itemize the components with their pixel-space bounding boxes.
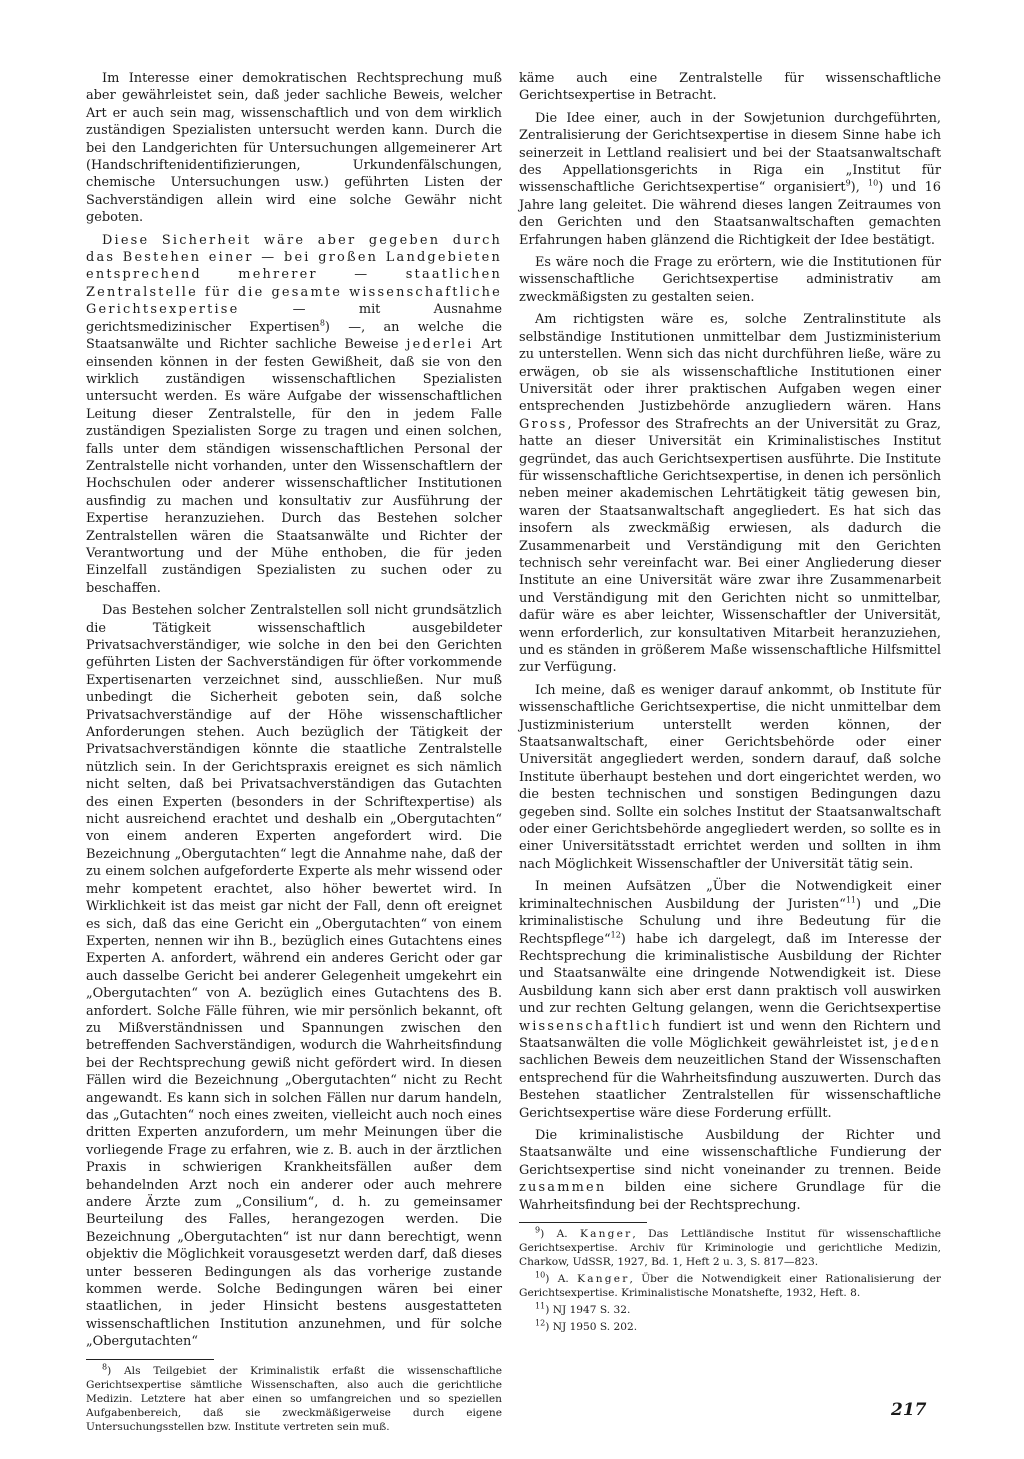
paragraph — [519, 110, 941, 249]
paragraph — [519, 1127, 941, 1214]
paragraph: Es wäre noch die Frage zu erörtern, wie die Institutionen für wissenschaftliche Gerichtsexpertise administrativ am zweckmäßigsten zu gestalten seien. — [519, 255, 941, 305]
footnote-text: , Das Lettländische Institut für wissenschaftliche Gerichtsexpertise. Archiv für Kriminologie und gerichtliche Medizin, Charkow, UdSSR, 1927, Bd. 1, Heft 2 u. 3, S. 817—823. — [519, 1228, 941, 1268]
paragraph: käme auch eine Zentralstelle für wissenschaftliche Gerichtsexpertise in Betracht. — [519, 71, 941, 104]
paragraph — [519, 311, 941, 677]
text-run: ) und 16 Jahre lang geleitet. Die während dieses langen Zeitraumes von den Gerichten und den Staatsanwaltschaften gemachten Erfahrungen haben glänzend die Richtigkeit der Idee bestätigt. — [519, 180, 941, 248]
text-run: In meinen Aufsätzen „Über die Notwendigkeit einer kriminaltechnischen Ausbildung der Juristen“ — [519, 879, 941, 912]
spaced-text: jeden — [894, 1035, 941, 1051]
text-run: Art einsenden können in der festen Gewißheit, daß sie von den wirklich zuständigen wissenschaftlichen Spezialisten untersucht werden. Es wäre Aufgabe der wissenschaftlichen Leitung dieser Zentralstelle, für den in jedem Falle zuständigen Spezialisten Sorge zu tragen und einen solchen, falls unter dem ständigen wissenschaftlichen Personal der Zentralstelle nicht vorhanden, unter den Wissenschaftlern der Hochschulen oder anderer wissenschaftlicher Institutionen ausfindig zu machen und konsultativ zur Ausführung der Expertise heranzuziehen. Durch das Bestehen solcher Zentralstellen wären die Staatsanwälte und Richter der Verantwortung und der Mühe enthoben, die für jeden Einzelfall zuständigen Spezialisten zu suchen oder zu beschaffen. — [86, 337, 502, 596]
footnote-ref: 9 — [845, 179, 851, 189]
footnote-mark: 12 — [535, 1318, 546, 1328]
footnote-text: ) A. — [540, 1228, 580, 1240]
footnote-8 — [86, 1364, 502, 1434]
footnote-12 — [519, 1320, 941, 1334]
left-column — [86, 70, 502, 1437]
footnote-ref: 11 — [845, 895, 856, 905]
spaced-text: zusammen — [519, 1180, 607, 1196]
footnote-divider — [519, 1222, 647, 1223]
text-run: , Professor des Strafrechts an der Universität zu Graz, hatte an dieser Universität ein Kriminalistisches Institut gegründet, das auch Gerichtsexpertisen ausführte. Die Institute für wissenschaftliche Gerichtsexpertise, in denen ich persönlich neben meiner akademischen Lehrtätigkeit tätig gewesen bin, waren der Staatsanwaltschaft angegliedert. Es hat sich das insofern als zweckmäßig erwiesen, als dadurch die Zusammenarbeit und Verständigung mit den Gerichten technisch sehr vereinfacht war. Bei einer Angliederung dieser Institute an eine Universität wäre zwar ihre Zusammenarbeit und Verständigung mit den Gerichten nicht so unmittelbar, dafür wäre es aber leichter, Wissenschaftler der Universität, wenn erforderlich, zur konsultativen Mitarbeit heranzuziehen, und es ständen in größerem Maße wissenschaftliche Hilfsmittel zur Verfügung. — [519, 416, 941, 676]
footnote-9 — [519, 1227, 941, 1269]
paragraph — [519, 878, 941, 1122]
footnote-text: ) NJ 1947 S. 32. — [545, 1304, 631, 1316]
footnote-mark: 10 — [535, 1270, 546, 1280]
paragraph — [86, 232, 502, 598]
paragraph: Das Bestehen solcher Zentralstellen soll nicht grundsätzlich die Tätigkeit wissenschaftlich ausgebildeter Privatsachverständiger, wie solche in den bei den Gerichten geführten Listen der Sachverständigen für öfter vorkommende Expertisenarten verzeichnet sind, ausschließen. Nur muß unbedingt die Sicherheit geboten sein, daß solche Privatsachverständige auf der Höhe wissenschaftlicher Anforderungen stehen. Auch bezüglich der Tätigkeit der Privatsachverständigen könnte die staatliche Zentralstelle nützlich sein. In der Gerichtspraxis ereignet es sich nämlich nicht selten, daß bei Privatsachverständigen das Gutachten des einen Experten (besonders in der Schriftexpertise) als nicht ausreichend erachtet und deshalb ein „Obergutachten“ von einem anderen Experten angefordert wird. Die Bezeichnung „Obergutachten“ legt die Annahme nahe, daß der zu einem solchen aufgeforderte Experte als mehr wissend oder mehr kompetent erachtet, also höher bewertet wird. In Wirklichkeit ist das meist gar nicht der Fall, denn oft ereignet es sich, daß das eine Gericht ein „Obergutachten“ von einem Experten, nennen wir ihn B., bezüglich eines Gutachtens eines Experten A. anfordert, während ein anderes Gericht oder gar auch dasselbe Gericht bei anderer Gelegenheit umgekehrt ein „Obergutachten“ von A. bezüglich eines Gutachtens des B. anfordert. Solche Fälle führen, wie mir persönlich bekannt, oft zu Mißverständnissen und Spannungen zwischen den betreffenden Sachverständigen, wodurch die Wahrheitsfindung bei der Rechtsprechung gewiß nicht gefördert wird. In diesen Fällen wird die Bezeichnung „Obergutachten“ nicht zu Recht angewandt. Es kann sich in solchen Fällen nur darum handeln, das „Gutachten“ noch eines zweiten, vielleicht auch noch eines dritten Experten anzufordern, um mehr Meinungen über die vorliegende Frage zu erfahren, wie z. B. auch in der ärztlichen Praxis in schwierigen Krankheitsfällen außer dem behandelnden Arzt noch ein anderer oder auch mehrere andere Ärzte zum „Consilium“, d. h. zu gemeinsamer Beurteilung des Falles, herangezogen werden. Die Bezeichnung „Obergutachten“ ist nur dann berechtigt, wenn objektiv die Möglichkeit vorausgesetzt werden darf, daß dieses unter besseren Bedingungen als das vorherige zustande kommen werde. Solche Bedingungen wären bei einer staatlichen, in jeder Hinsicht bestens ausgestatteten wissenschaftlichen Institution anzunehmen, und für solche „Obergutachten“ — [86, 603, 502, 1350]
spaced-text: Diese Sicherheit wäre aber gegeben durch das Bestehen einer — bei großen Landgebieten entsprechend mehrerer — staatlichen Zentralstelle für die gesamte wissenschaftliche Gerichtsexpertise — [86, 232, 502, 318]
text-run: bilden eine sichere Grundlage für die Wahrheitsfindung bei der Rechtsprechung. — [519, 1180, 941, 1213]
footnote-mark: 9 — [535, 1225, 541, 1235]
footnote-ref: 10 — [868, 179, 879, 189]
text-run: fundiert ist und wenn den Richtern und Staatsanwälten die volle Möglichkeit gewährleistet ist, — [519, 1018, 941, 1051]
text-run: Am richtigsten wäre es, solche Zentralinstitute als selbständige Institutionen unmittelbar dem Justizministerium zu unterstellen. Wenn sich das nicht durchführen ließe, wäre zu erwägen, ob sie als wissenschaftliche Institutionen einer Universität oder ihrer praktischen Aufgaben wegen einer entsprechenden Justizbehörde anzugliedern wären. Hans — [519, 312, 941, 415]
footnote-text: ) Als Teilgebiet der Kriminalistik erfaßt die wissenschaftliche Gerichtsexpertise sämtliche Wissenschaften, also auch die gerichtliche Medizin. Letztere hat aber einen so umfangreichen und so speziellen Aufgabenbereich, daß sie zweckmäßigerweise durch eigene Untersuchungsstellen bzw. Institute vertreten sein muß. — [86, 1364, 502, 1433]
text-run: Die Idee einer, auch in der Sowjetunion durchgeführten, Zentralisierung der Gerichtsexpertise in diesem Sinne habe ich seinerzeit in Lettland realisiert und bei der Staatsanwaltschaft des Appellationsgerichts in Riga ein „Institut für wissenschaftliche Gerichtsexpertise“ organisiert — [519, 110, 941, 196]
footnote-ref: 12 — [610, 930, 621, 940]
footnote-mark: 8 — [102, 1362, 108, 1372]
text-run: ) —, an welche die Staatsanwälte und Richter sachliche Beweise — [86, 319, 502, 353]
text-run: — mit Ausnahme gerichtsmedizinischer Expertisen — [86, 302, 502, 335]
page-number: 217 — [891, 1400, 927, 1420]
footnote-divider — [86, 1359, 214, 1360]
footnote-10 — [519, 1272, 941, 1300]
text-run: ) habe ich dargelegt, daß im Interesse der Rechtsprechung die kriminalistische Ausbildung der Richter und Staatsanwälte eine dringende Notwendigkeit ist. Diese Ausbildung kann sich aber erst dann praktisch voll auswirken und zur rechten Geltung gelangen, wenn die Gerichtsexpertise — [519, 931, 941, 1017]
footnote-mark: 11 — [535, 1301, 546, 1311]
author-name: Kanger — [580, 1228, 633, 1240]
spaced-text: jederlei — [406, 337, 474, 353]
spaced-text: wissenschaftlich — [519, 1018, 663, 1034]
paragraph: Im Interesse einer demokratischen Rechtsprechung muß aber gewährleistet sein, daß jeder sachliche Beweis, welcher Art er auch sein mag, wissenschaftlich und von dem wirklich zuständigen Spezialisten untersucht werden kann. Durch die bei den Landgerichten für Untersuchungen allgemeinerer Art (Handschriftenidentifizierungen, Urkundenfälschungen, chemische Untersuchungen usw.) geführten Listen der Sachverständigen allein wird eine solche Gewähr nicht geboten. — [86, 71, 502, 226]
text-run: ) und „Die kriminalistische Schulung und ihre Bedeutung für die Rechtspflege“ — [519, 896, 941, 947]
author-name: Kanger — [577, 1273, 630, 1285]
spaced-text: Gross — [519, 416, 568, 432]
footnote-text: , Über die Notwendigkeit einer Rationalisierung der Gerichtsexpertise. Kriminalistische Monatshefte, 1932, Heft. 8. — [519, 1273, 941, 1299]
right-column — [519, 70, 941, 1337]
footnote-ref: 8 — [319, 318, 325, 328]
text-run: Die kriminalistische Ausbildung der Richter und Staatsanwälte und eine wissenschaftliche Fundierung der Gerichtsexpertise sind nicht voneinander zu trennen. Beide — [519, 1127, 941, 1178]
footnote-text: ) A. — [545, 1273, 578, 1285]
text-run: sachlichen Beweis dem neuzeitlichen Stand der Wissenschaften entsprechend für die Wahrheitsfindung auszuwerten. Durch das Bestehen staatlicher Zentralstellen für wissenschaftliche Gerichtsexpertise wäre diese Forderung erfüllt. — [519, 1053, 941, 1121]
paragraph: Ich meine, daß es weniger darauf ankommt, ob Institute für wissenschaftliche Gerichtsexpertise, die nicht unmittelbar dem Justizministerium unterstellt werden können, der Staatsanwaltschaft, einer Gerichtsbehörde oder einer Universität angegliedert werden, sondern darauf, daß solche Institute überhaupt bestehen und dort eingerichtet werden, wo die besten technischen und sonstigen Bedingungen dazu gegeben sind. Sollte ein solches Institut der Staatsanwaltschaft oder einer Gerichtsbehörde angegliedert werden, so sollte es in einer Universitätsstadt errichtet werden und sollten in ihm nach Möglichkeit Wissenschaftler der Universität tätig sein. — [519, 682, 941, 872]
text-run: ), — [850, 180, 869, 196]
footnote-11 — [519, 1303, 941, 1317]
footnote-text: ) NJ 1950 S. 202. — [545, 1321, 638, 1333]
